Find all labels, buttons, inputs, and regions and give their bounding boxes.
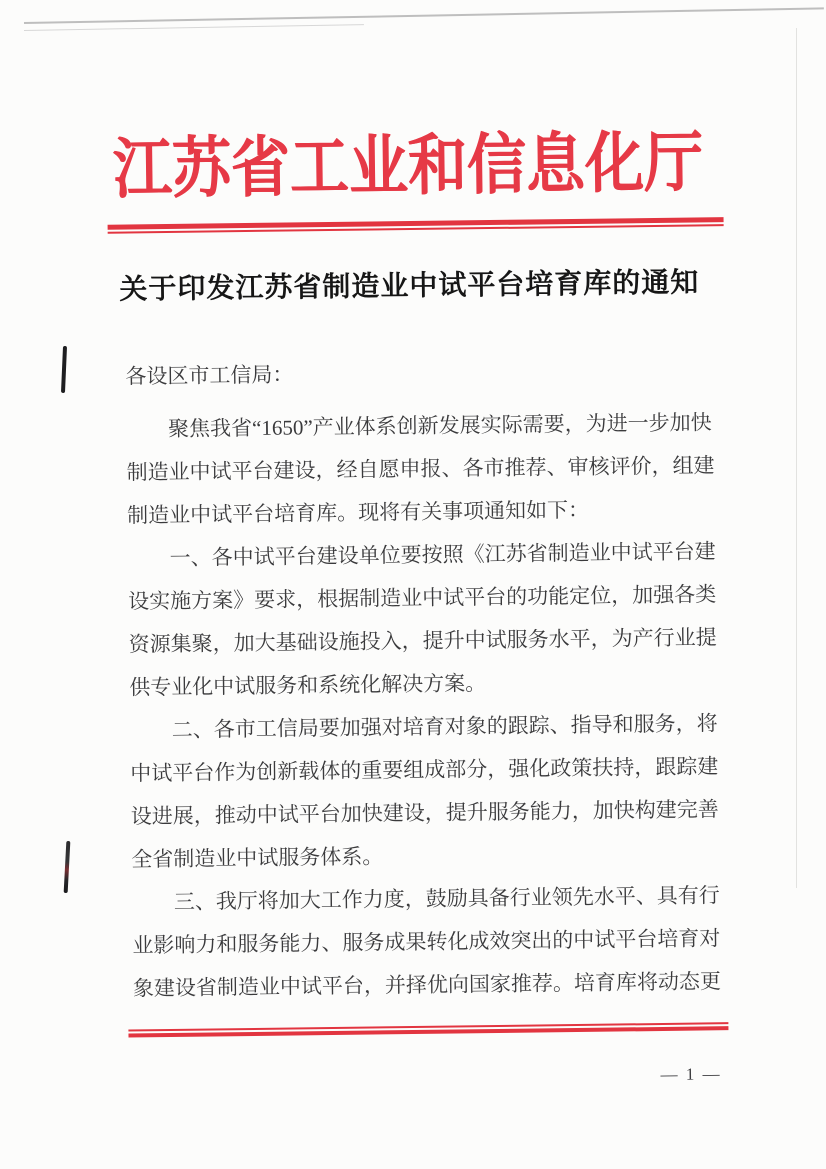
letterhead-agency-name: 江苏省工业和信息化厅 — [112, 125, 704, 207]
body-line: 聚焦我省“1650”产业体系创新发展实际需要，为进一步加快 — [167, 410, 712, 441]
salutation: 各设区市工信局： — [125, 362, 294, 389]
body-line: 象建设省制造业中试平台，并择优向国家推荐。培育库将动态更 — [132, 969, 722, 1001]
document-title: 关于印发江苏省制造业中试平台培育库的通知 — [119, 267, 700, 306]
body-line: 一、各中试平台建设单位要按照《江苏省制造业中试平台建 — [169, 539, 716, 570]
body-line: 设实施方案》要求，根据制造业中试平台的功能定位，加强各类 — [128, 582, 717, 614]
body-line: 二、各市工信局要加强对培育对象的跟踪、指导和服务，将 — [171, 711, 718, 742]
body-line: 三、我厅将加大工作力度，鼓励具备行业领先水平、具有行 — [173, 883, 720, 914]
footer-red-separator — [128, 1022, 728, 1037]
body-line: 中试平台作为创新载体的重要组成部分，强化政策扶持，跟踪建 — [130, 754, 719, 786]
letterhead-red-separator — [108, 217, 724, 234]
body-line: 设进展，推动中试平台加快建设，提升服务能力，加快构建完善 — [130, 797, 719, 829]
body-line: 资源集聚，加大基础设施投入，提升中试服务水平，为产行业提 — [128, 625, 717, 657]
document-body — [125, 348, 733, 1010]
body-line: 供专业化中试服务和系统化解决方案。 — [129, 671, 487, 700]
body-line: 制造业中试平台培育库。现将有关事项通知如下： — [126, 497, 590, 528]
body-line: 全省制造业中试服务体系。 — [131, 844, 384, 872]
body-line: 业影响力和服务能力、服务成果转化成效突出的中试平台培育对 — [132, 926, 721, 958]
page-number: — 1 — — [660, 1064, 722, 1085]
body-line: 制造业中试平台建设，经自愿申报、各市推荐、审核评价，组建 — [126, 453, 715, 485]
